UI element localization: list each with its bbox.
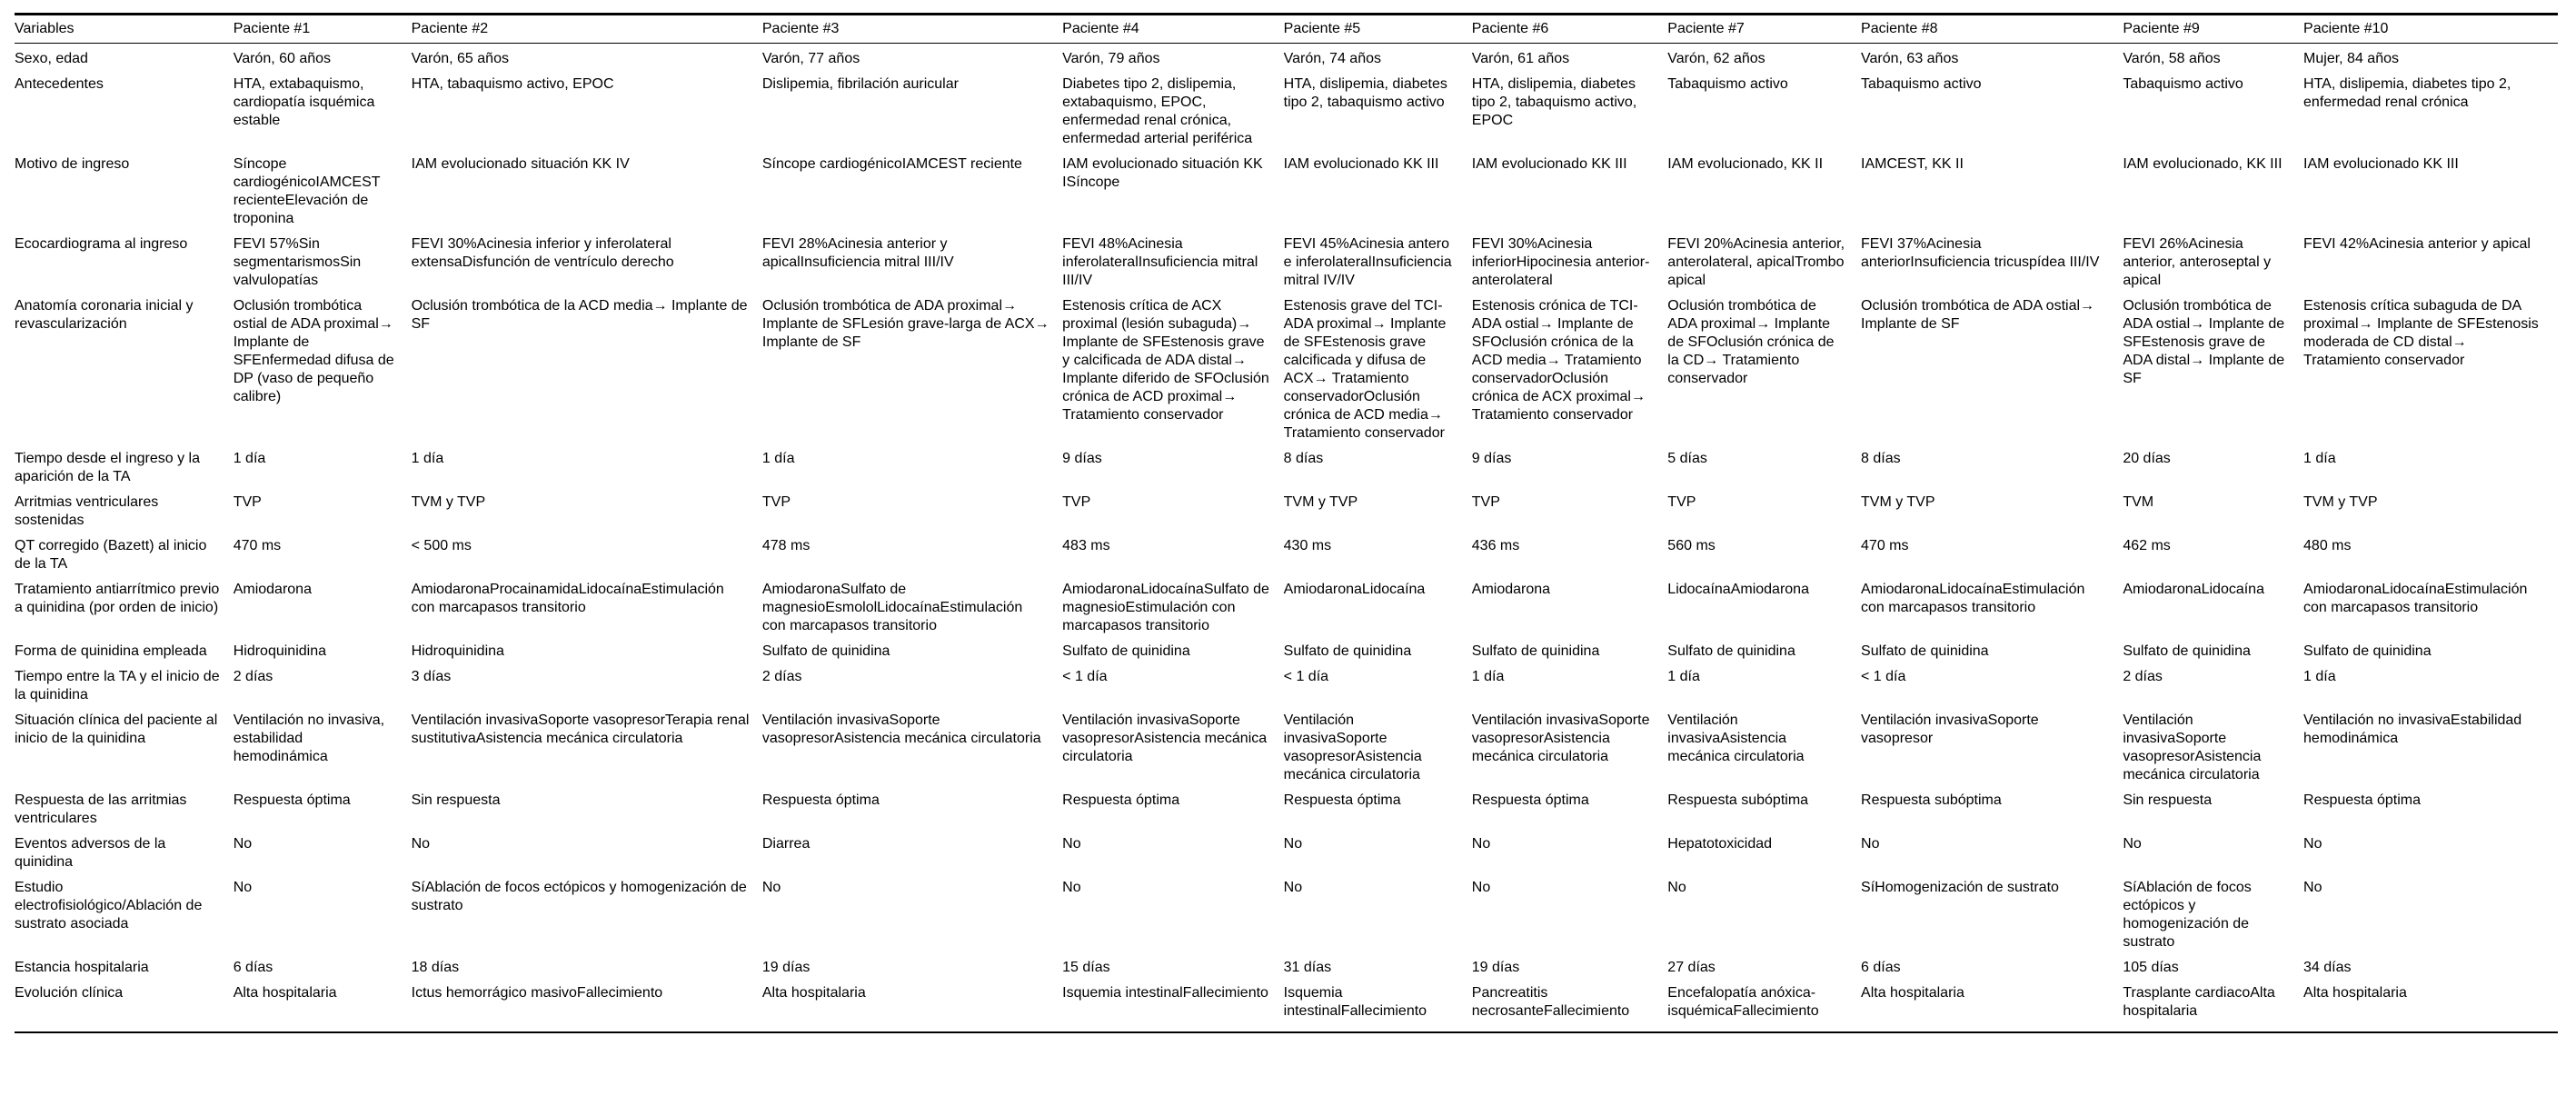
- value-cell: Síncope cardiogénicoIAMCEST recienteElevación de troponina: [233, 156, 381, 226]
- value-cell: No: [761, 880, 781, 895]
- value-cell: No: [233, 836, 253, 852]
- value-cell: Tabaquismo activo: [1667, 76, 1788, 92]
- patient-column-header: Paciente #5: [1284, 15, 1472, 44]
- value-cell: Respuesta óptima: [2303, 792, 2421, 808]
- value-cell: Sulfato de quinidina: [1062, 643, 1190, 659]
- value-cell: TVM y TVP: [1861, 494, 1935, 510]
- value-cell: 2 días: [233, 669, 274, 684]
- value-cell: 1 día: [761, 451, 795, 466]
- value-cell: Ventilación no invasiva, estabilidad hemodinámica: [233, 712, 385, 764]
- value-cell: Alta hospitalaria: [2303, 981, 2558, 1032]
- value-cell: < 1 día: [1062, 669, 1108, 684]
- value-cell: TVM y TVP: [411, 494, 486, 510]
- value-cell: 8 días: [1861, 451, 1901, 466]
- value-cell: Mujer, 84 años: [2303, 51, 2399, 66]
- value-cell: Ventilación no invasivaEstabilidad hemodinámica: [2303, 712, 2522, 746]
- value-cell: No: [2123, 836, 2142, 852]
- value-cell: Oclusión trombótica de ADA ostial→ Implante de SFEstenosis grave de ADA distal→ Implante de SF: [2123, 298, 2285, 386]
- table-row: [15, 639, 2558, 664]
- value-cell: TVP: [1062, 494, 1091, 510]
- variable-cell: Tiempo desde el ingreso y la aparición de la TA: [15, 451, 200, 484]
- value-cell: Ventilación invasivaAsistencia mecánica circulatoria: [1667, 712, 1805, 764]
- value-cell: SíHomogenización de sustrato: [1861, 880, 2059, 895]
- value-cell: FEVI 42%Acinesia anterior y apical: [2303, 236, 2531, 252]
- value-cell: AmiodaronaLidocaína: [1283, 582, 1426, 597]
- value-cell: No: [1283, 836, 1303, 852]
- value-cell: Pancreatitis necrosanteFallecimiento: [1472, 981, 1668, 1032]
- value-cell: FEVI 45%Acinesia antero e inferolateralInsuficiencia mitral IV/IV: [1283, 236, 1452, 288]
- value-cell: 480 ms: [2303, 538, 2352, 553]
- variable-cell: Antecedentes: [15, 76, 104, 92]
- value-cell: Alta hospitalaria: [234, 981, 412, 1032]
- value-cell: IAM evolucionado, KK II: [1667, 156, 1824, 172]
- value-cell: 1 día: [2303, 669, 2336, 684]
- value-cell: Sulfato de quinidina: [761, 643, 890, 659]
- value-cell: FEVI 48%Acinesia inferolateralInsuficiencia mitral III/IV: [1062, 236, 1258, 288]
- value-cell: No: [411, 836, 431, 852]
- patient-column-header: Paciente #10: [2303, 15, 2558, 44]
- value-cell: Sulfato de quinidina: [2123, 643, 2251, 659]
- header-row: [15, 15, 2558, 44]
- value-cell: AmiodaronaLidocaínaEstimulación con marcapasos transitorio: [1861, 582, 2085, 615]
- value-cell: Oclusión trombótica de ADA proximal→ Implante de SFLesión grave-larga de ACX→ Implante de SF: [761, 298, 1049, 350]
- table-row: [15, 152, 2558, 232]
- variable-cell: Estudio electrofisiológico/Ablación de sustrato asociada: [15, 880, 203, 932]
- value-cell: Sulfato de quinidina: [1861, 643, 1989, 659]
- value-cell: 1 día: [1471, 669, 1505, 684]
- variable-cell: Anatomía coronaria inicial y revascularización: [15, 298, 194, 332]
- value-cell: Ventilación invasivaSoporte vasopresorAsistencia mecánica circulatoria: [1283, 712, 1422, 782]
- variable-cell: Respuesta de las arritmias ventriculares: [15, 792, 187, 826]
- value-cell: Oclusión trombótica de la ACD media→ Implante de SF: [411, 298, 748, 332]
- value-cell: 105 días: [2123, 960, 2179, 975]
- value-cell: No: [2303, 836, 2322, 852]
- value-cell: TVM: [2123, 494, 2154, 510]
- value-cell: 6 días: [1861, 960, 1901, 975]
- value-cell: TVM y TVP: [2303, 494, 2378, 510]
- value-cell: 483 ms: [1062, 538, 1110, 553]
- table-row: [15, 294, 2558, 446]
- value-cell: IAM evolucionado KK III: [1283, 156, 1439, 172]
- value-cell: HTA, dislipemia, diabetes tipo 2, tabaquismo activo, EPOC: [1471, 76, 1637, 128]
- table-row: [15, 44, 2558, 73]
- value-cell: IAM evolucionado KK III: [1471, 156, 1627, 172]
- table-row: [15, 708, 2558, 788]
- value-cell: 6 días: [233, 960, 274, 975]
- value-cell: 560 ms: [1667, 538, 1716, 553]
- value-cell: 2 días: [761, 669, 802, 684]
- variable-cell: Tiempo entre la TA y el inicio de la quinidina: [15, 669, 220, 702]
- variable-cell: Motivo de ingreso: [15, 156, 130, 172]
- value-cell: AmiodaronaLidocaínaSulfato de magnesioEstimulación con marcapasos transitorio: [1062, 582, 1269, 633]
- table-row: [15, 232, 2558, 294]
- value-cell: 478 ms: [761, 538, 811, 553]
- value-cell: Ventilación invasivaSoporte vasopresorAsistencia mecánica circulatoria: [1062, 712, 1268, 764]
- value-cell: 9 días: [1471, 451, 1512, 466]
- value-cell: 462 ms: [2123, 538, 2171, 553]
- value-cell: FEVI 26%Acinesia anterior, anteroseptal y apical: [2123, 236, 2272, 288]
- value-cell: FEVI 30%Acinesia inferior y inferolateral extensaDisfunción de ventrículo derecho: [411, 236, 674, 270]
- value-cell: 1 día: [1667, 669, 1700, 684]
- value-cell: Hepatotoxicidad: [1667, 836, 1773, 852]
- variable-cell: Forma de quinidina empleada: [15, 643, 207, 659]
- value-cell: 430 ms: [1283, 538, 1332, 553]
- table-header: [15, 15, 2558, 44]
- value-cell: Encefalopatía anóxica-isquémicaFallecimiento: [1667, 981, 1861, 1032]
- value-cell: Tabaquismo activo: [1861, 76, 1982, 92]
- value-cell: 1 día: [233, 451, 266, 466]
- value-cell: Varón, 77 años: [761, 51, 860, 66]
- value-cell: Respuesta subóptima: [1667, 792, 1809, 808]
- value-cell: 15 días: [1062, 960, 1110, 975]
- value-cell: 27 días: [1667, 960, 1716, 975]
- value-cell: IAM evolucionado situación KK IV: [411, 156, 630, 172]
- value-cell: Varón, 65 años: [411, 51, 509, 66]
- patient-column-header: Paciente #7: [1667, 15, 1861, 44]
- value-cell: 8 días: [1283, 451, 1324, 466]
- value-cell: HTA, extabaquismo, cardiopatía isquémica estable: [233, 76, 375, 128]
- value-cell: FEVI 57%Sin segmentarismosSin valvulopatías: [233, 236, 362, 288]
- value-cell: AmiodaronaLidocaína: [2123, 582, 2264, 597]
- value-cell: Varón, 62 años: [1667, 51, 1765, 66]
- value-cell: 18 días: [411, 960, 460, 975]
- table-row: [15, 446, 2558, 490]
- value-cell: LidocaínaAmiodarona: [1667, 582, 1809, 597]
- value-cell: Estenosis crítica de ACX proximal (lesión subaguda)→ Implante de SFEstenosis grave y calcificada de ADA distal→ Implante diferido de SFOclusión crónica de ACD proximal→ Tratamiento conservador: [1062, 298, 1269, 423]
- value-cell: FEVI 28%Acinesia anterior y apicalInsuficiencia mitral III/IV: [761, 236, 954, 270]
- table-row: [15, 788, 2558, 832]
- value-cell: 9 días: [1062, 451, 1102, 466]
- patient-column-header: Paciente #9: [2123, 15, 2303, 44]
- value-cell: 1 día: [2303, 451, 2336, 466]
- table-row: [15, 72, 2558, 152]
- value-cell: IAM evolucionado, KK III: [2123, 156, 2283, 172]
- table-row: [15, 664, 2558, 708]
- value-cell: Alta hospitalaria: [762, 981, 1062, 1032]
- value-cell: 5 días: [1667, 451, 1707, 466]
- variable-cell: Situación clínica del paciente al inicio de la quinidina: [15, 712, 218, 746]
- patient-column-header: Paciente #2: [412, 15, 762, 44]
- value-cell: FEVI 30%Acinesia inferiorHipocinesia anterior-anterolateral: [1471, 236, 1650, 288]
- value-cell: AmiodaronaLidocaínaEstimulación con marcapasos transitorio: [2303, 582, 2528, 615]
- value-cell: Isquemia intestinalFallecimiento: [1062, 981, 1284, 1032]
- value-cell: < 1 día: [1861, 669, 1906, 684]
- value-cell: < 1 día: [1283, 669, 1329, 684]
- value-cell: Dislipemia, fibrilación auricular: [761, 76, 959, 92]
- value-cell: HTA, dislipemia, diabetes tipo 2, enfermedad renal crónica: [2303, 76, 2511, 110]
- variable-cell: Ecocardiograma al ingreso: [15, 236, 188, 252]
- value-cell: No: [1861, 836, 1880, 852]
- value-cell: IAMCEST, KK II: [1861, 156, 1964, 172]
- value-cell: 470 ms: [233, 538, 282, 553]
- value-cell: SíAblación de focos ectópicos y homogenización de sustrato: [2123, 880, 2252, 950]
- table-row: [15, 981, 2558, 1032]
- value-cell: No: [1667, 880, 1686, 895]
- variables-column-header: Variables: [15, 15, 234, 44]
- value-cell: No: [1283, 880, 1303, 895]
- value-cell: 3 días: [411, 669, 452, 684]
- value-cell: FEVI 20%Acinesia anterior, anterolateral, apicalTrombo apical: [1667, 236, 1845, 288]
- value-cell: Ventilación invasivaSoporte vasopresorAsistencia mecánica circulatoria: [1471, 712, 1650, 764]
- variable-cell: Evolución clínica: [15, 981, 234, 1032]
- value-cell: Sulfato de quinidina: [1471, 643, 1600, 659]
- value-cell: Amiodarona: [1471, 582, 1551, 597]
- value-cell: Oclusión trombótica ostial de ADA proximal→ Implante de SFEnfermedad difusa de DP (vaso de pequeño calibre): [233, 298, 394, 404]
- value-cell: 470 ms: [1861, 538, 1909, 553]
- value-cell: TVP: [761, 494, 791, 510]
- value-cell: FEVI 37%Acinesia anteriorInsuficiencia tricuspídea III/IV: [1861, 236, 2100, 270]
- value-cell: Oclusión trombótica de ADA ostial→ Implante de SF: [1861, 298, 2095, 332]
- value-cell: Respuesta óptima: [233, 792, 351, 808]
- value-cell: Estenosis grave del TCI-ADA proximal→ Implante de SFEstenosis grave calcificada y difusa de ACX→ Tratamiento conservadorOclusión crónica de ACD media→ Tratamiento conservador: [1283, 298, 1447, 441]
- value-cell: Diabetes tipo 2, dislipemia, extabaquismo, EPOC, enfermedad renal crónica, enfermedad arterial periférica: [1062, 76, 1253, 146]
- value-cell: TVP: [233, 494, 262, 510]
- value-cell: SíAblación de focos ectópicos y homogenización de sustrato: [411, 880, 747, 913]
- value-cell: Trasplante cardiacoAlta hospitalaria: [2123, 981, 2303, 1032]
- value-cell: Hidroquinidina: [411, 643, 504, 659]
- value-cell: Ventilación invasivaSoporte vasopresorAsistencia mecánica circulatoria: [761, 712, 1041, 746]
- value-cell: Síncope cardiogénicoIAMCEST reciente: [761, 156, 1022, 172]
- patients-table: [15, 13, 2558, 1033]
- value-cell: Hidroquinidina: [233, 643, 326, 659]
- value-cell: Respuesta subóptima: [1861, 792, 2002, 808]
- value-cell: IAM evolucionado situación KK ISíncope: [1062, 156, 1263, 190]
- patient-column-header: Paciente #6: [1472, 15, 1668, 44]
- table-row: [15, 577, 2558, 639]
- value-cell: 34 días: [2303, 960, 2352, 975]
- value-cell: < 500 ms: [411, 538, 472, 553]
- value-cell: Amiodarona: [233, 582, 312, 597]
- value-cell: Ventilación invasivaSoporte vasopresorTerapia renal sustitutivaAsistencia mecánica circulatoria: [411, 712, 750, 746]
- patient-column-header: Paciente #8: [1861, 15, 2123, 44]
- value-cell: No: [2303, 880, 2322, 895]
- value-cell: No: [1062, 836, 1081, 852]
- patient-column-header: Paciente #4: [1062, 15, 1284, 44]
- value-cell: No: [1062, 880, 1081, 895]
- value-cell: Tabaquismo activo: [2123, 76, 2243, 92]
- table-row: [15, 490, 2558, 533]
- value-cell: Sin respuesta: [2123, 792, 2213, 808]
- value-cell: 436 ms: [1471, 538, 1520, 553]
- value-cell: Estenosis crítica subaguda de DA proximal→ Implante de SFEstenosis moderada de CD distal→ Tratamiento conservador: [2303, 298, 2539, 368]
- value-cell: Sin respuesta: [411, 792, 501, 808]
- value-cell: No: [1471, 836, 1491, 852]
- value-cell: 20 días: [2123, 451, 2171, 466]
- value-cell: HTA, dislipemia, diabetes tipo 2, tabaquismo activo: [1283, 76, 1447, 110]
- value-cell: Oclusión trombótica de ADA proximal→ Implante de SFOclusión crónica de la CD→ Tratamiento conservador: [1667, 298, 1835, 386]
- value-cell: Diarrea: [761, 836, 811, 852]
- value-cell: HTA, tabaquismo activo, EPOC: [411, 76, 614, 92]
- patient-column-header: Paciente #1: [234, 15, 412, 44]
- value-cell: Estenosis crónica de TCI-ADA ostial→ Implante de SFOclusión crónica de la ACD media→ Tratamiento conservadorOclusión crónica de ACX proximal→ Tratamiento conservador: [1471, 298, 1646, 423]
- value-cell: Respuesta óptima: [1471, 792, 1589, 808]
- value-cell: TVP: [1471, 494, 1500, 510]
- value-cell: IAM evolucionado KK III: [2303, 156, 2459, 172]
- value-cell: Varón, 58 años: [2123, 51, 2221, 66]
- variable-cell: Eventos adversos de la quinidina: [15, 836, 166, 870]
- value-cell: AmiodaronaProcainamidaLidocaínaEstimulación con marcapasos transitorio: [411, 582, 724, 615]
- table-row: [15, 533, 2558, 577]
- value-cell: Ictus hemorrágico masivoFallecimiento: [412, 981, 762, 1032]
- value-cell: Respuesta óptima: [1283, 792, 1401, 808]
- value-cell: Respuesta óptima: [1062, 792, 1180, 808]
- variable-cell: QT corregido (Bazett) al inicio de la TA: [15, 538, 207, 572]
- table-body: [15, 44, 2558, 1033]
- value-cell: Varón, 61 años: [1471, 51, 1570, 66]
- value-cell: Ventilación invasivaSoporte vasopresor: [1861, 712, 2039, 746]
- value-cell: 1 día: [411, 451, 444, 466]
- value-cell: 19 días: [1471, 960, 1520, 975]
- value-cell: AmiodaronaSulfato de magnesioEsmololLidocaínaEstimulación con marcapasos transitorio: [761, 582, 1023, 633]
- table-row: [15, 832, 2558, 875]
- value-cell: 31 días: [1283, 960, 1332, 975]
- value-cell: Respuesta óptima: [761, 792, 880, 808]
- value-cell: Varón, 63 años: [1861, 51, 1959, 66]
- value-cell: Varón, 60 años: [233, 51, 332, 66]
- table-row: [15, 875, 2558, 955]
- variable-cell: Estancia hospitalaria: [15, 960, 149, 975]
- value-cell: Sulfato de quinidina: [2303, 643, 2432, 659]
- value-cell: Sulfato de quinidina: [1667, 643, 1795, 659]
- value-cell: 2 días: [2123, 669, 2163, 684]
- table-row: [15, 955, 2558, 981]
- value-cell: No: [1471, 880, 1491, 895]
- value-cell: 19 días: [761, 960, 811, 975]
- value-cell: Isquemia intestinalFallecimiento: [1284, 981, 1472, 1032]
- patient-column-header: Paciente #3: [762, 15, 1062, 44]
- value-cell: TVM y TVP: [1283, 494, 1358, 510]
- value-cell: Sulfato de quinidina: [1283, 643, 1412, 659]
- value-cell: Varón, 79 años: [1062, 51, 1160, 66]
- value-cell: Ventilación invasivaSoporte vasopresorAsistencia mecánica circulatoria: [2123, 712, 2262, 782]
- value-cell: Alta hospitalaria: [1861, 981, 2123, 1032]
- value-cell: Varón, 74 años: [1283, 51, 1381, 66]
- variable-cell: Arritmias ventriculares sostenidas: [15, 494, 159, 528]
- value-cell: TVP: [1667, 494, 1696, 510]
- variable-cell: Sexo, edad: [15, 51, 88, 66]
- value-cell: No: [233, 880, 253, 895]
- variable-cell: Tratamiento antiarrítmico previo a quinidina (por orden de inicio): [15, 582, 220, 615]
